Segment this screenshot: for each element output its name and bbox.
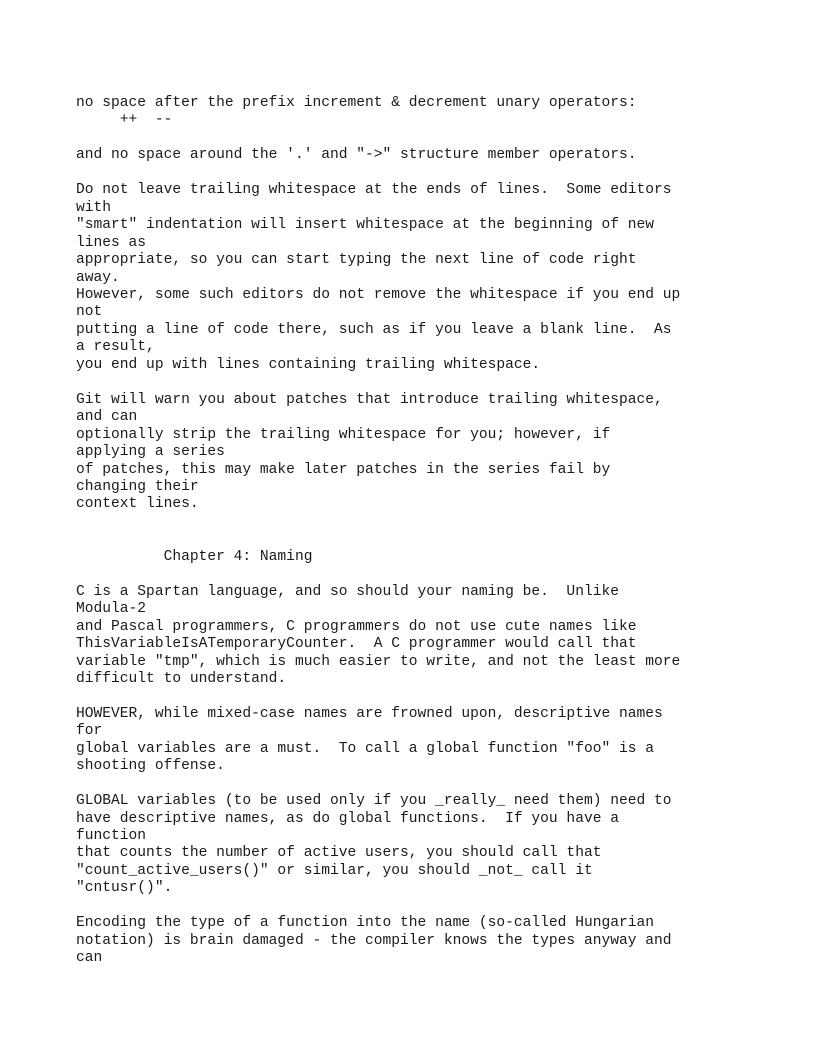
document-line: Do not leave trailing whitespace at the ends of lines. Some editors <box>76 182 672 199</box>
document-line: you end up with lines containing trailing whitespace. <box>76 356 541 373</box>
document-line: can <box>76 950 103 967</box>
document-line: Chapter 4: Naming <box>76 548 313 565</box>
document-line: "smart" indentation will insert whitespace at the beginning of new <box>76 217 655 234</box>
document-line: "count_active_users()" or similar, you should _not_ call it <box>76 862 593 879</box>
document-line: and can <box>76 409 138 426</box>
document-line: optionally strip the trailing whitespace for you; however, if <box>76 426 611 443</box>
document-line: difficult to understand. <box>76 670 287 687</box>
document-line: Modula-2 <box>76 601 147 618</box>
document-line: lines as <box>76 234 147 251</box>
document-page <box>76 95 776 968</box>
document-line: of patches, this may make later patches in the series fail by <box>76 461 611 478</box>
document-line: not <box>76 304 103 321</box>
document-line: shooting offense. <box>76 758 225 775</box>
document-line: Git will warn you about patches that introduce trailing whitespace, <box>76 391 663 408</box>
document-line: have descriptive names, as do global functions. If you have a <box>76 810 619 827</box>
document-line: Encoding the type of a function into the name (so-called Hungarian <box>76 915 655 932</box>
document-line: function <box>76 828 147 845</box>
document-line: However, some such editors do not remove the whitespace if you end up <box>76 286 681 303</box>
document-line: that counts the number of active users, you should call that <box>76 845 602 862</box>
document-line: changing their <box>76 478 199 495</box>
document-line: "cntusr()". <box>76 880 173 897</box>
document-line: away. <box>76 269 120 286</box>
document-line: ThisVariableIsATemporaryCounter. A C programmer would call that <box>76 636 637 653</box>
document-line: and Pascal programmers, C programmers do not use cute names like <box>76 618 637 635</box>
document-line: a result, <box>76 339 155 356</box>
document-line: HOWEVER, while mixed-case names are frowned upon, descriptive names <box>76 705 663 722</box>
document-line: notation) is brain damaged - the compiler knows the types anyway and <box>76 932 672 949</box>
document-line: ++ -- <box>76 112 173 129</box>
document-line: variable "tmp", which is much easier to write, and not the least more <box>76 653 681 670</box>
document-line: global variables are a must. To call a global function "foo" is a <box>76 740 655 757</box>
document-line: C is a Spartan language, and so should your naming be. Unlike <box>76 583 619 600</box>
document-line: for <box>76 723 103 740</box>
document-line: context lines. <box>76 496 199 513</box>
document-line: GLOBAL variables (to be used only if you _really_ need them) need to <box>76 793 672 810</box>
document-line: putting a line of code there, such as if you leave a blank line. As <box>76 321 672 338</box>
document-line: no space after the prefix increment & decrement unary operators: <box>76 95 637 111</box>
document-line: and no space around the '.' and "->" structure member operators. <box>76 147 637 164</box>
document-line: appropriate, so you can start typing the next line of code right <box>76 252 637 269</box>
document-text <box>76 95 776 968</box>
document-line: applying a series <box>76 444 225 461</box>
document-line: with <box>76 199 112 216</box>
